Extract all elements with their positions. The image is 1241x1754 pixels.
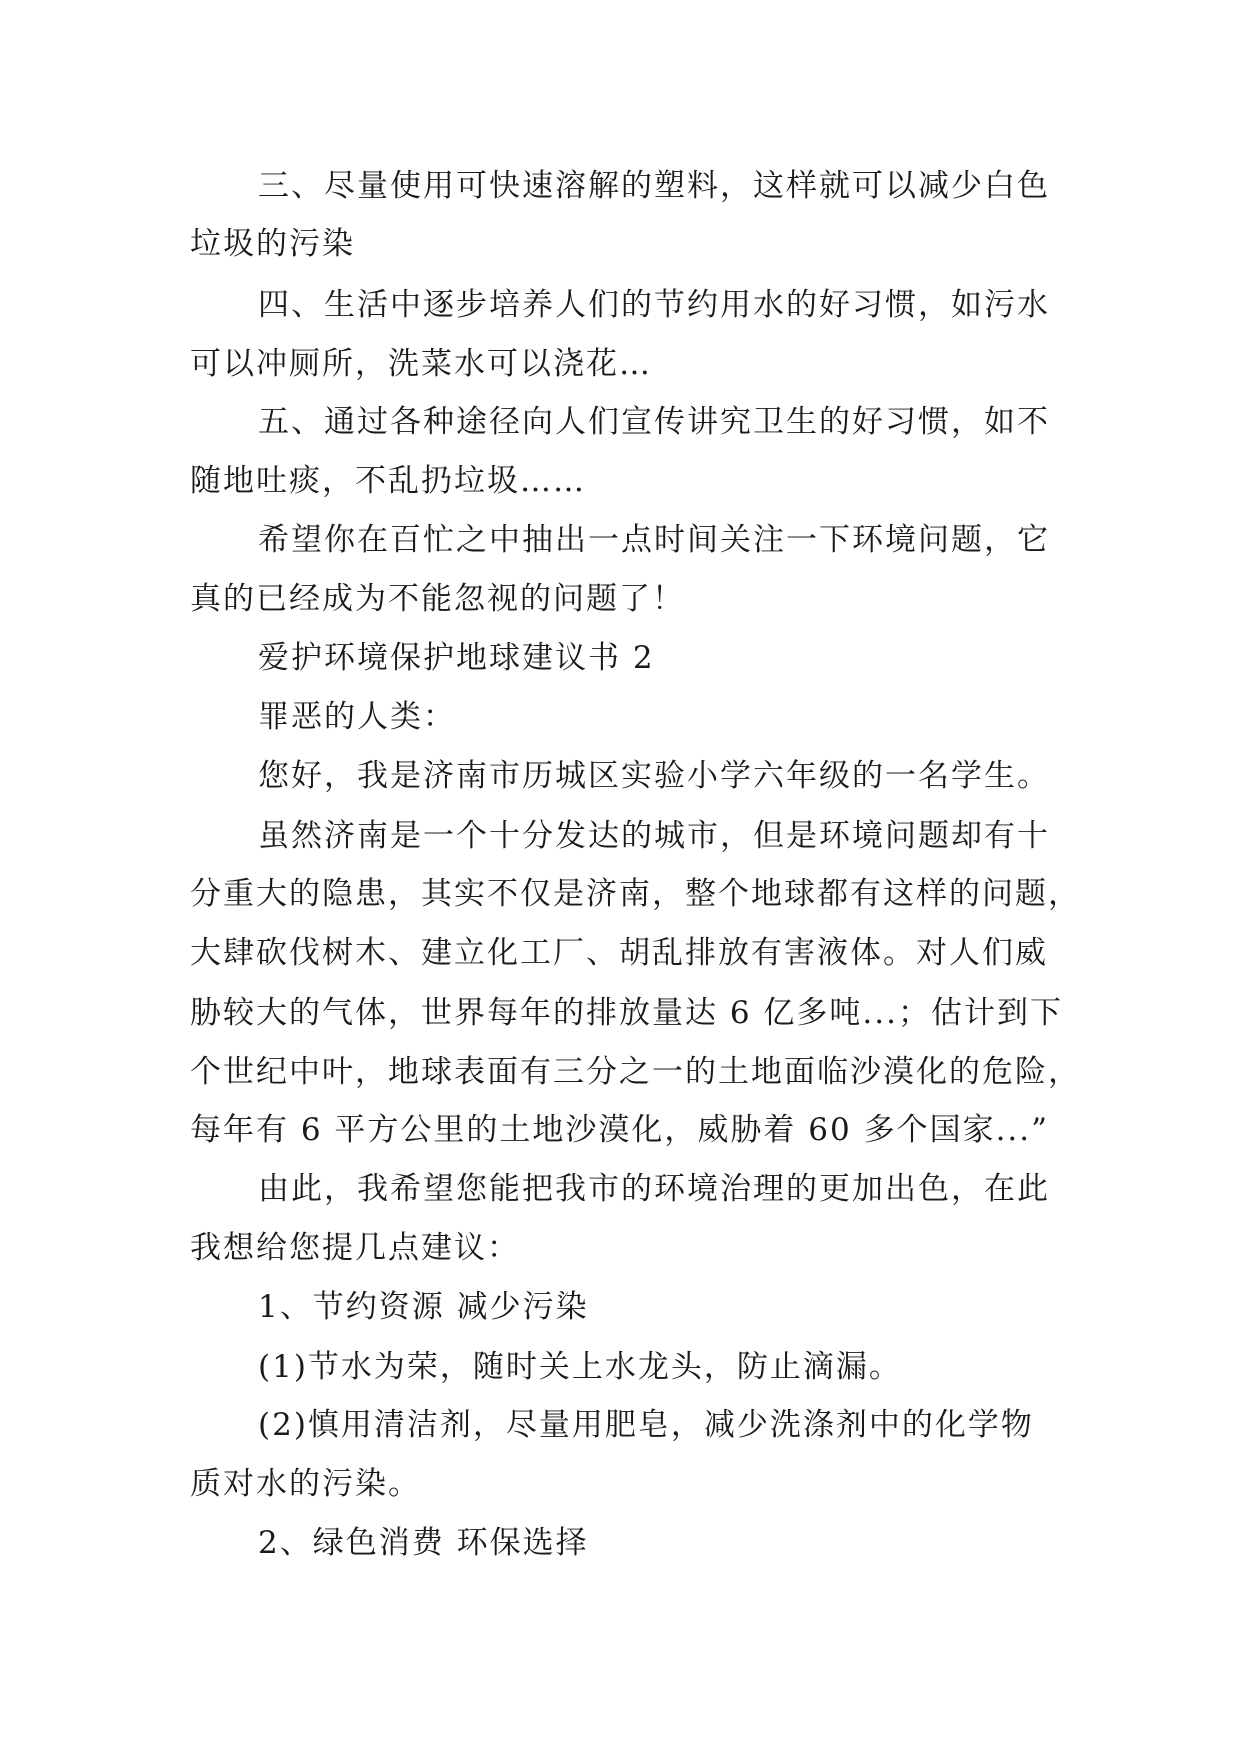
closing-paragraph-line-1: 希望你在百忙之中抽出一点时间关注一下环境问题，它 bbox=[258, 522, 1050, 558]
suggestion-intro-line-2: 我想给您提几点建议： bbox=[190, 1230, 520, 1266]
body-paragraph-line-1: 虽然济南是一个十分发达的城市，但是环境问题却有十 bbox=[258, 818, 1050, 854]
paragraph-4-line-2: 可以冲厕所，洗菜水可以浇花… bbox=[190, 346, 652, 382]
paragraph-4-line-1: 四、生活中逐步培养人们的节约用水的好习惯，如污水 bbox=[258, 287, 1050, 323]
suggestion-1-heading: 1、节约资源 减少污染 bbox=[258, 1289, 589, 1325]
paragraph-3-line-1: 三、尽量使用可快速溶解的塑料，这样就可以减少白色 bbox=[258, 168, 1050, 204]
closing-paragraph-line-2: 真的已经成为不能忽视的问题了！ bbox=[190, 581, 685, 617]
section-title: 爱护环境保护地球建议书 2 bbox=[258, 640, 655, 676]
suggestion-2-heading: 2、绿色消费 环保选择 bbox=[258, 1525, 589, 1561]
paragraph-5-line-2: 随地吐痰，不乱扔垃圾…… bbox=[190, 463, 586, 499]
body-paragraph-line-5: 个世纪中叶，地球表面有三分之一的土地面临沙漠化的危险， bbox=[190, 1054, 1081, 1090]
paragraph-5-line-1: 五、通过各种途径向人们宣传讲究卫生的好习惯，如不 bbox=[258, 404, 1050, 440]
suggestion-1-item-2-line-1: (2)慎用清洁剂，尽量用肥皂，减少洗涤剂中的化学物 bbox=[258, 1407, 1034, 1443]
body-paragraph-line-3: 大肆砍伐树木、建立化工厂、胡乱排放有害液体。对人们威 bbox=[190, 935, 1048, 971]
salutation: 罪恶的人类： bbox=[258, 699, 456, 735]
body-paragraph-line-6: 每年有 6 平方公里的土地沙漠化，威胁着 60 多个国家...” bbox=[190, 1112, 1049, 1148]
suggestion-1-item-2-line-2: 质对水的污染。 bbox=[190, 1466, 421, 1502]
paragraph-3-line-2: 垃圾的污染 bbox=[190, 226, 355, 262]
suggestion-1-item-1: (1)节水为荣，随时关上水龙头，防止滴漏。 bbox=[258, 1349, 902, 1385]
greeting: 您好，我是济南市历城区实验小学六年级的一名学生。 bbox=[258, 758, 1050, 794]
body-paragraph-line-2: 分重大的隐患，其实不仅是济南，整个地球都有这样的问题， bbox=[190, 876, 1081, 912]
body-paragraph-line-4: 胁较大的气体，世界每年的排放量达 6 亿多吨...；估计到下 bbox=[190, 995, 1063, 1031]
suggestion-intro-line-1: 由此，我希望您能把我市的环境治理的更加出色，在此 bbox=[258, 1171, 1050, 1207]
